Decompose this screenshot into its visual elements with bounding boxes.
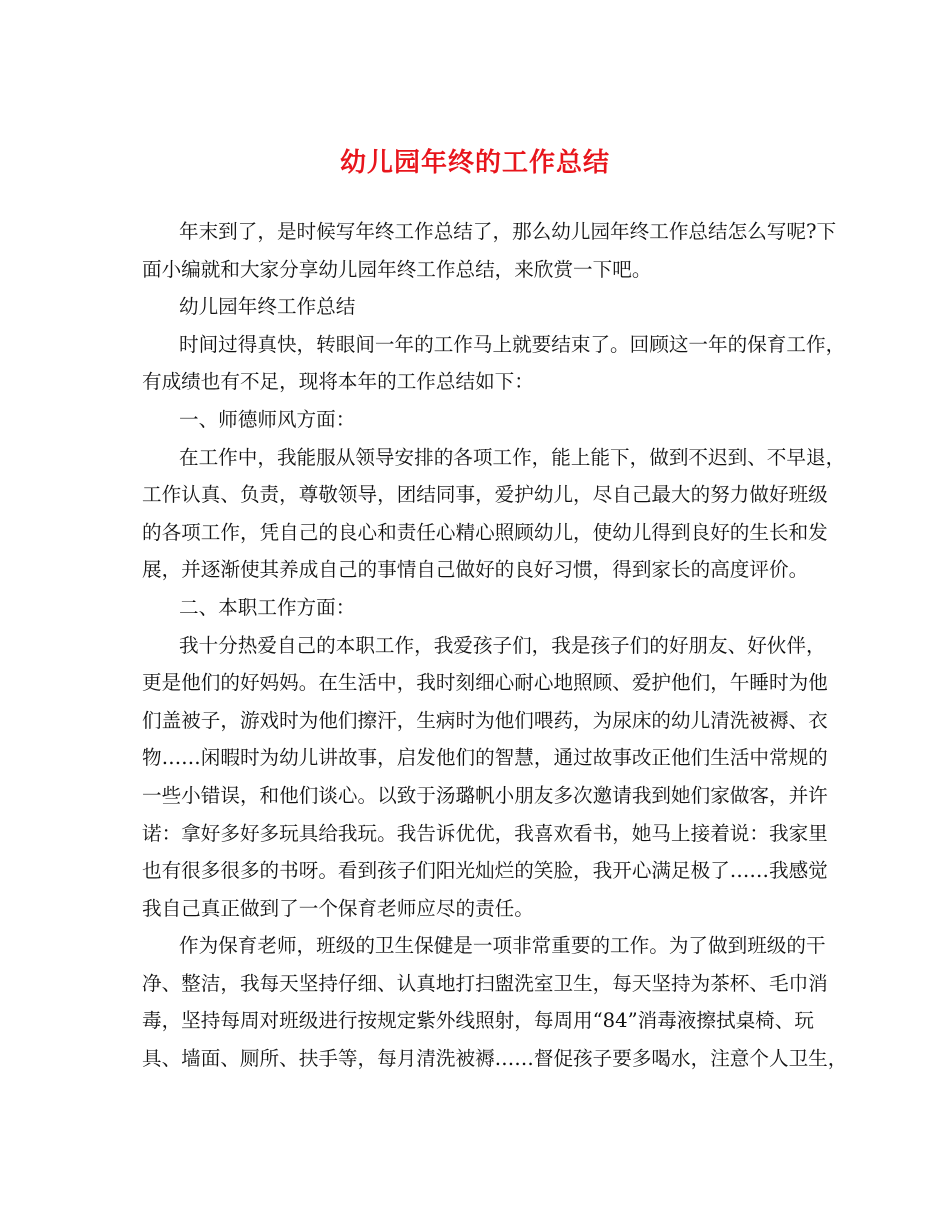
paragraph-line: 展，并逐渐使其养成自己的事情自己做好的良好习惯，得到家长的高度评价。 (142, 558, 809, 582)
paragraph-line: 更是他们的好妈妈。在生活中，我时刻细心耐心地照顾、爱护他们，午睡时为他 (142, 671, 828, 695)
paragraph-line: 工作认真、负责，尊敬领导，团结同事，爱护幼儿，尽自己最大的努力做好班级 (142, 483, 828, 507)
paragraph-line: 毒，坚持每周对班级进行按规定紫外线照射，每周用“84”消毒液擦拭桌椅、玩 (142, 1009, 814, 1033)
document-title: 幼儿园年终的工作总结 (339, 148, 610, 178)
paragraph-line: 在工作中，我能服从领导安排的各项工作，能上能下，做到不迟到、不早退， (179, 445, 846, 469)
paragraph-line: 具、墙面、厕所、扶手等，每月清洗被褥……督促孩子要多喝水，注意个人卫生， (142, 1047, 848, 1071)
paragraph-line: 我自己真正做到了一个保育老师应尽的责任。 (142, 896, 534, 920)
section-heading: 二、本职工作方面： (179, 595, 356, 619)
paragraph-line: 诺：拿好多好多玩具给我玩。我告诉优优，我喜欢看书，她马上接着说：我家里 (142, 821, 828, 845)
paragraph-line: 们盖被子，游戏时为他们擦汗，生病时为他们喂药，为尿床的幼儿清洗被褥、衣 (142, 708, 828, 732)
paragraph-line: 有成绩也有不足，现将本年的工作总结如下： (142, 370, 534, 394)
paragraph-line: 我十分热爱自己的本职工作，我爱孩子们，我是孩子们的好朋友、好伙伴， (179, 633, 826, 657)
section-heading: 一、师德师风方面： (179, 407, 356, 431)
document-body (142, 213, 848, 1078)
paragraph-line: 一些小错误，和他们谈心。以致于汤璐帆小朋友多次邀请我到她们家做客，并许 (142, 783, 828, 807)
paragraph-line: 也有很多很多的书呀。看到孩子们阳光灿烂的笑脸，我开心满足极了……我感觉 (142, 859, 828, 883)
paragraph-line: 年末到了，是时候写年终工作总结了，那么幼儿园年终工作总结怎么写呢?下 (179, 220, 837, 243)
section-heading: 幼儿园年终工作总结 (179, 295, 356, 319)
paragraph-line: 的各项工作，凭自己的良心和责任心精心照顾幼儿，使幼儿得到良好的生长和发 (142, 520, 828, 544)
paragraph-line: 面小编就和大家分享幼儿园年终工作总结，来欣赏一下吧。 (142, 257, 652, 281)
paragraph-line: 净、整洁，我每天坚持仔细、认真地打扫盥洗室卫生，每天坚持为茶杯、毛巾消 (142, 971, 828, 995)
paragraph-line: 作为保育老师，班级的卫生保健是一项非常重要的工作。为了做到班级的干 (179, 934, 826, 958)
paragraph-line: 物……闲暇时为幼儿讲故事，启发他们的智慧，通过故事改正他们生活中常规的 (142, 746, 828, 770)
paragraph-line: 时间过得真快，转眼间一年的工作马上就要结束了。回顾这一年的保育工作， (179, 332, 846, 356)
